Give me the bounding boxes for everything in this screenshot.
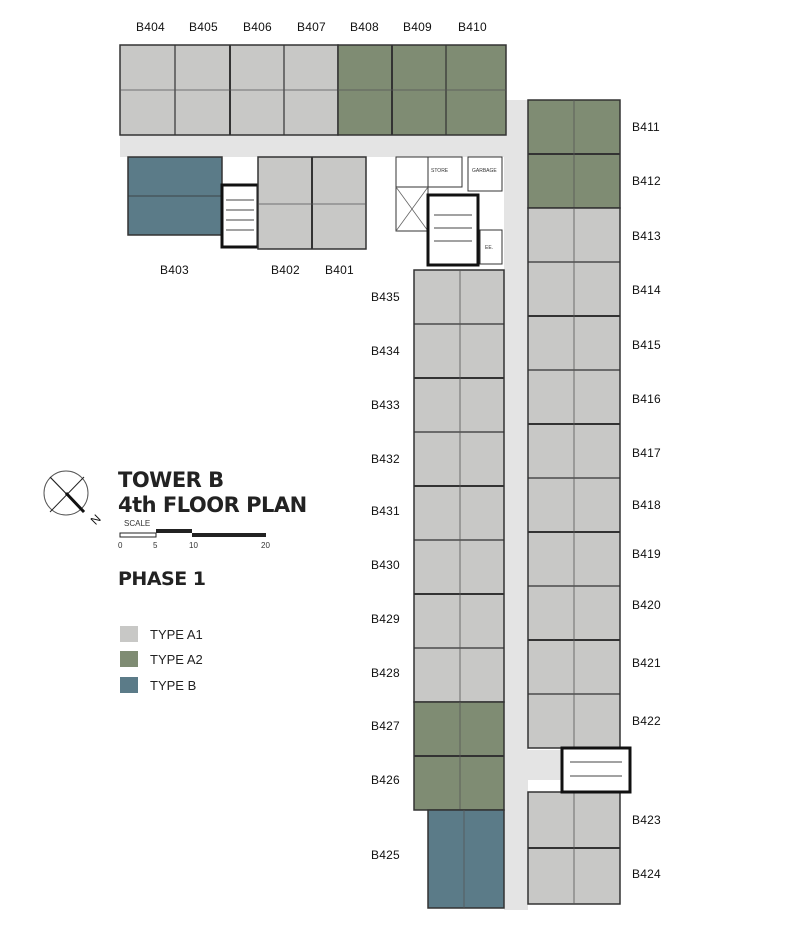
- legend-swatch-a2: [120, 651, 138, 667]
- unit-label-b417: B417: [632, 446, 661, 460]
- unit-label-b418: B418: [632, 498, 661, 512]
- legend-label-a2: TYPE A2: [150, 651, 203, 667]
- legend-type-a1: [120, 626, 203, 642]
- compass-icon: [44, 471, 88, 515]
- unit-label-b413: B413: [632, 229, 661, 243]
- corridor-vertical: [504, 100, 528, 910]
- right-units-type-a1: [528, 208, 620, 904]
- left-units-type-a1: [414, 270, 504, 702]
- unit-label-b402: B402: [271, 263, 300, 277]
- stair-bottom: [562, 748, 630, 792]
- corridor-top: [120, 135, 530, 157]
- right-units-type-a2: [528, 100, 620, 208]
- unit-label-b420: B420: [632, 598, 661, 612]
- legend-label-b: TYPE B: [150, 677, 197, 693]
- scale-tick-0: 0: [118, 541, 123, 550]
- scale-tick-5: 5: [153, 541, 158, 550]
- scale-label: SCALE: [124, 519, 151, 528]
- unit-label-b414: B414: [632, 283, 661, 297]
- unit-label-b433: B433: [371, 398, 400, 412]
- floor-title: 4th FLOOR PLAN: [118, 493, 307, 517]
- garbage-label: GARBAGE: [472, 168, 497, 174]
- ee-label: EE.: [485, 245, 494, 251]
- top-units-type-a1: [120, 45, 338, 135]
- legend-swatch-b: [120, 677, 138, 693]
- unit-label-b422: B422: [632, 714, 661, 728]
- unit-label-b434: B434: [371, 344, 400, 358]
- scale-bar: [120, 529, 266, 537]
- unit-label-b410: B410: [458, 20, 487, 34]
- top-units-type-a2: [338, 45, 506, 135]
- unit-label-b426: B426: [371, 773, 400, 787]
- unit-label-b424: B424: [632, 867, 661, 881]
- legend-swatch-a1: [120, 626, 138, 642]
- unit-label-b431: B431: [371, 504, 400, 518]
- phase-title: PHASE 1: [118, 568, 206, 590]
- unit-label-b428: B428: [371, 666, 400, 680]
- unit-label-b423: B423: [632, 813, 661, 827]
- unit-label-b416: B416: [632, 392, 661, 406]
- scale-tick-10: 10: [189, 541, 198, 550]
- unit-label-b415: B415: [632, 338, 661, 352]
- unit-label-b408: B408: [350, 20, 379, 34]
- legend-label-a1: TYPE A1: [150, 626, 203, 642]
- tower-title: TOWER B: [118, 468, 224, 492]
- unit-label-b403: B403: [160, 263, 189, 277]
- legend-type-a2: [120, 651, 203, 667]
- unit-label-b427: B427: [371, 719, 400, 733]
- unit-label-b405: B405: [189, 20, 218, 34]
- unit-label-b401: B401: [325, 263, 354, 277]
- unit-label-b419: B419: [632, 547, 661, 561]
- legend-type-b: [120, 677, 196, 693]
- unit-label-b409: B409: [403, 20, 432, 34]
- scale-tick-20: 20: [261, 541, 270, 550]
- unit-label-b411: B411: [632, 120, 660, 134]
- stair-top: [222, 185, 258, 247]
- left-units-type-a2: [414, 702, 504, 810]
- store-label: STORE: [431, 168, 449, 174]
- unit-label-b406: B406: [243, 20, 272, 34]
- unit-label-b407: B407: [297, 20, 326, 34]
- unit-label-b412: B412: [632, 174, 661, 188]
- unit-label-b429: B429: [371, 612, 400, 626]
- left-units-type-b: [428, 810, 504, 908]
- unit-label-b435: B435: [371, 290, 400, 304]
- unit-label-b421: B421: [632, 656, 661, 670]
- unit-label-b404: B404: [136, 20, 165, 34]
- unit-label-b430: B430: [371, 558, 400, 572]
- unit-label-b425: B425: [371, 848, 400, 862]
- corridor-landing: [504, 750, 566, 780]
- unit-label-b432: B432: [371, 452, 400, 466]
- compass-letter: N: [87, 511, 104, 528]
